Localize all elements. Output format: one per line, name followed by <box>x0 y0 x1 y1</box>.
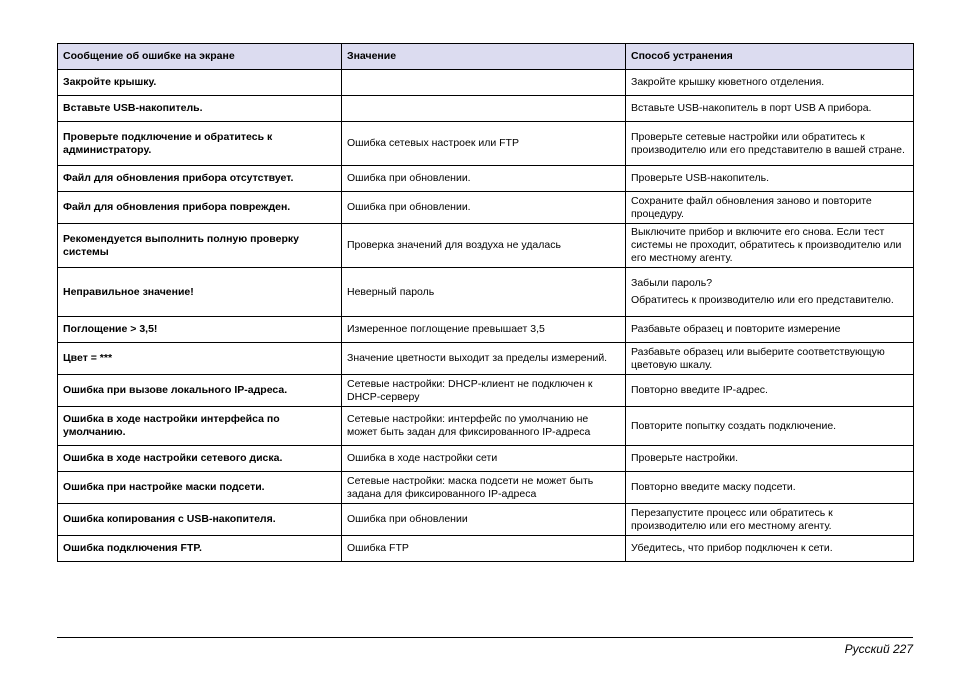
solution-line: Проверьте USB-накопитель. <box>631 172 769 185</box>
table-row <box>58 536 914 562</box>
header-message: Сообщение об ошибке на экране <box>58 44 342 70</box>
solution-line: Перезапустите процесс или обратитесь к производителю или его местному агенту. <box>631 506 833 532</box>
solution-line: Сохраните файл обновления заново и повторите процедуру. <box>631 194 872 220</box>
error-meaning-cell <box>342 70 626 96</box>
table-row <box>58 343 914 375</box>
solution-line: Разбавьте образец или выберите соответствующую цветовую шкалу. <box>631 345 885 371</box>
error-meaning-cell <box>342 96 626 122</box>
error-meaning-cell: Сетевые настройки: маска подсети не может быть задана для фиксированного IP-адреса <box>342 472 626 504</box>
table-row <box>58 446 914 472</box>
table-row <box>58 166 914 192</box>
error-message-cell: Файл для обновления прибора поврежден. <box>58 192 342 224</box>
error-solution-cell <box>626 375 914 407</box>
error-solution-cell <box>626 166 914 192</box>
error-meaning-cell: Ошибка при обновлении. <box>342 166 626 192</box>
table-row <box>58 504 914 536</box>
error-message-cell: Ошибка подключения FTP. <box>58 536 342 562</box>
error-solution-cell <box>626 317 914 343</box>
error-message-cell: Ошибка в ходе настройки сетевого диска. <box>58 446 342 472</box>
error-message-cell: Поглощение > 3,5! <box>58 317 342 343</box>
table-row <box>58 122 914 166</box>
error-message-cell: Файл для обновления прибора отсутствует. <box>58 166 342 192</box>
error-meaning-cell: Значение цветности выходит за пределы измерений. <box>342 343 626 375</box>
solution-line: Повторно введите IP-адрес. <box>631 384 768 397</box>
table-header-row <box>58 44 914 70</box>
page-number: 227 <box>892 642 913 656</box>
table-row <box>58 224 914 268</box>
table-row <box>58 192 914 224</box>
error-meaning-cell: Ошибка в ходе настройки сети <box>342 446 626 472</box>
error-meaning-cell: Сетевые настройки: интерфейс по умолчанию не может быть задан для фиксированного IP-адреса <box>342 407 626 446</box>
error-meaning-cell: Неверный пароль <box>342 268 626 317</box>
page-footer <box>845 642 913 656</box>
footer-divider <box>57 637 913 638</box>
error-message-cell: Вставьте USB-накопитель. <box>58 96 342 122</box>
table-body <box>58 70 914 562</box>
solution-line: Вставьте USB-накопитель в порт USB A прибора. <box>631 102 872 115</box>
solution-line: Закройте крышку кюветного отделения. <box>631 76 825 89</box>
error-solution-cell <box>626 224 914 268</box>
solution-line: Повторно введите маску подсети. <box>631 481 796 494</box>
error-solution-cell <box>626 407 914 446</box>
error-solution-cell <box>626 96 914 122</box>
error-message-cell: Проверьте подключение и обратитесь к администратору. <box>58 122 342 166</box>
error-meaning-cell: Проверка значений для воздуха не удалась <box>342 224 626 268</box>
footer-language: Русский <box>844 642 890 656</box>
error-solution-cell <box>626 70 914 96</box>
error-message-cell: Ошибка при вызове локального IP-адреса. <box>58 375 342 407</box>
solution-line: Проверьте сетевые настройки или обратитесь к производителю или его представителю в вашей стране. <box>631 130 905 156</box>
error-solution-cell <box>626 472 914 504</box>
error-meaning-cell: Ошибка сетевых настроек или FTP <box>342 122 626 166</box>
table-row <box>58 407 914 446</box>
solution-line: Убедитесь, что прибор подключен к сети. <box>631 542 833 555</box>
error-solution-cell <box>626 504 914 536</box>
table-row <box>58 472 914 504</box>
error-solution-cell <box>626 268 914 317</box>
table-row <box>58 70 914 96</box>
error-message-cell: Цвет = *** <box>58 343 342 375</box>
error-meaning-cell: Измеренное поглощение превышает 3,5 <box>342 317 626 343</box>
table-row <box>58 268 914 317</box>
header-meaning: Значение <box>342 44 626 70</box>
error-message-cell: Ошибка при настройке маски подсети. <box>58 472 342 504</box>
error-message-cell: Рекомендуется выполнить полную проверку системы <box>58 224 342 268</box>
solution-line: Повторите попытку создать подключение. <box>631 419 837 432</box>
solution-line: Проверьте настройки. <box>631 452 739 465</box>
error-solution-cell <box>626 343 914 375</box>
error-solution-cell <box>626 536 914 562</box>
solution-line: Разбавьте образец и повторите измерение <box>631 323 841 336</box>
error-message-cell: Закройте крышку. <box>58 70 342 96</box>
solution-line: Выключите прибор и включите его снова. Если тест системы не проходит, обратитесь к производителю или его местному агенту. <box>631 226 902 264</box>
error-meaning-cell: Сетевые настройки: DHCP-клиент не подключен к DHCP-серверу <box>342 375 626 407</box>
solution-line: Забыли пароль? <box>631 277 713 290</box>
solution-line: Обратитесь к производителю или его представителю. <box>631 294 894 306</box>
error-solution-cell <box>626 192 914 224</box>
table-row <box>58 96 914 122</box>
error-message-cell: Ошибка копирования с USB-накопителя. <box>58 504 342 536</box>
error-meaning-cell: Ошибка при обновлении <box>342 504 626 536</box>
header-solution: Способ устранения <box>626 44 914 70</box>
error-table <box>57 43 914 562</box>
table-row <box>58 375 914 407</box>
error-solution-cell <box>626 446 914 472</box>
error-message-cell: Неправильное значение! <box>58 268 342 317</box>
error-meaning-cell: Ошибка FTP <box>342 536 626 562</box>
error-message-cell: Ошибка в ходе настройки интерфейса по умолчанию. <box>58 407 342 446</box>
table-row <box>58 317 914 343</box>
error-meaning-cell: Ошибка при обновлении. <box>342 192 626 224</box>
error-solution-cell <box>626 122 914 166</box>
